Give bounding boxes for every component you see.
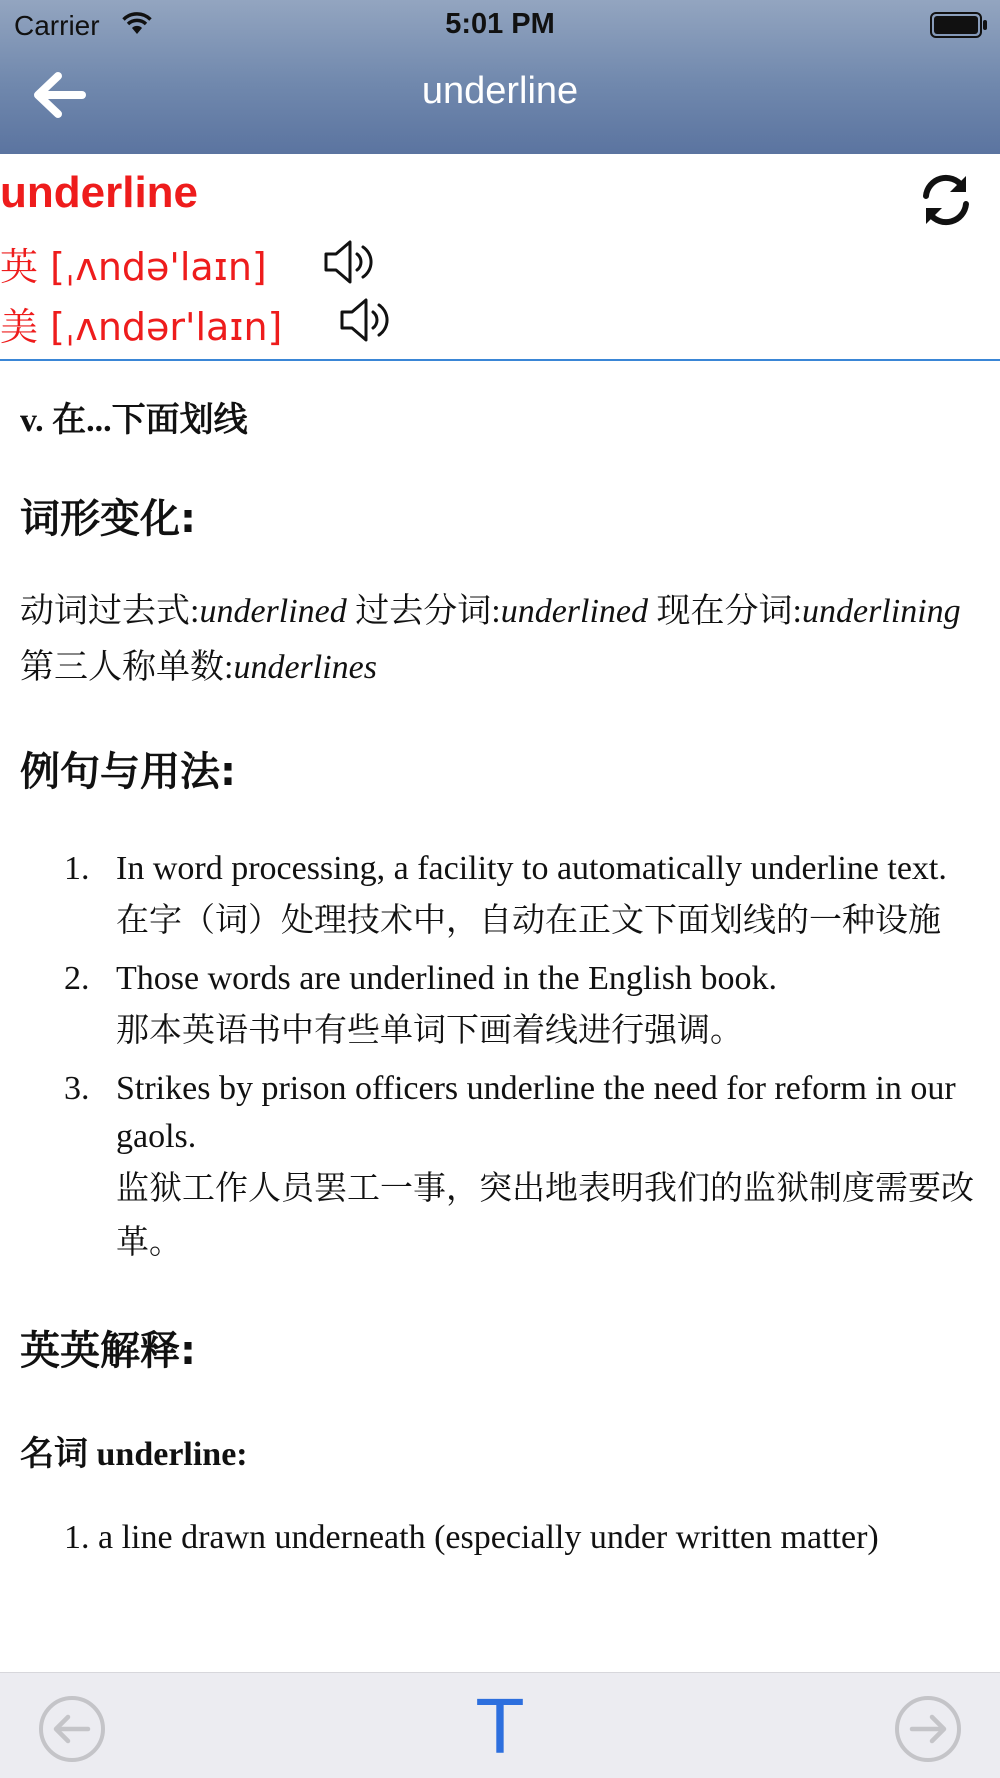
example-zh: 在字（词）处理技术中，自动在正文下面划线的一种设施 (116, 900, 941, 939)
pronunciation-us: 美 [ˌʌndər'laɪn] (0, 305, 283, 349)
pp-label: 过去分词: (346, 593, 501, 630)
pronunciation-uk: 英 [ˌʌndə'laɪn] (0, 245, 267, 289)
definition: v. 在...下面划线 (20, 402, 248, 439)
play-uk-audio-button[interactable] (322, 236, 378, 288)
example-number: 1. (64, 850, 90, 887)
battery-icon (930, 12, 988, 42)
bottom-toolbar (0, 1672, 1000, 1778)
example-number: 3. (64, 1070, 90, 1107)
clock: 5:01 PM (445, 8, 555, 40)
definition-content[interactable] (0, 362, 1000, 1672)
refresh-button[interactable] (916, 170, 976, 230)
next-word-button[interactable] (894, 1695, 962, 1763)
third-label: 第三人称单数: (20, 649, 234, 686)
example-number: 2. (64, 960, 90, 997)
example-en: In word processing, a facility to automatically underline text. (116, 850, 947, 887)
word-header (0, 154, 1000, 361)
example-zh: 监狱工作人员罢工一事，突出地表明我们的监狱制度需要改革。 (116, 1168, 974, 1261)
third-form: underlines (233, 649, 377, 686)
example-item (20, 955, 980, 1057)
carrier-label: Carrier (14, 10, 100, 41)
pp-form: underlined (500, 593, 649, 630)
example-en: Strikes by prison officers underline the need for reform in our gaols. (116, 1070, 956, 1155)
nav-title: underline (421, 70, 579, 112)
examples-heading: 例句与用法: (20, 749, 236, 795)
example-zh: 那本英语书中有些单词下画着线进行强调。 (116, 1010, 743, 1049)
text-size-label: T (477, 1685, 523, 1771)
status-bar (0, 0, 1000, 50)
example-item (20, 1065, 980, 1269)
speaker-icon (338, 294, 394, 346)
noun-heading: 名词 underline: (20, 1436, 248, 1473)
ing-form: underlining (801, 593, 961, 630)
english-definitions-heading: 英英解释: (20, 1328, 196, 1374)
english-definition-line: 1. a line drawn underneath (especially under written matter) (64, 1519, 879, 1556)
headword: underline (0, 168, 199, 217)
speaker-icon (322, 236, 378, 288)
example-item (20, 845, 980, 947)
past-form: underlined (199, 593, 347, 630)
ing-label: 现在分词: (648, 593, 802, 630)
arrow-right-circle-icon (894, 1695, 962, 1763)
word-forms-heading: 词形变化: (20, 496, 196, 542)
navigation-bar (0, 0, 1000, 154)
text-size-button[interactable] (0, 1685, 1000, 1771)
example-en: Those words are underlined in the English book. (116, 960, 777, 997)
refresh-icon (916, 170, 976, 230)
word-forms (20, 584, 980, 696)
examples-list (20, 845, 980, 1269)
past-label: 动词过去式: (20, 593, 200, 630)
play-us-audio-button[interactable] (338, 294, 394, 346)
